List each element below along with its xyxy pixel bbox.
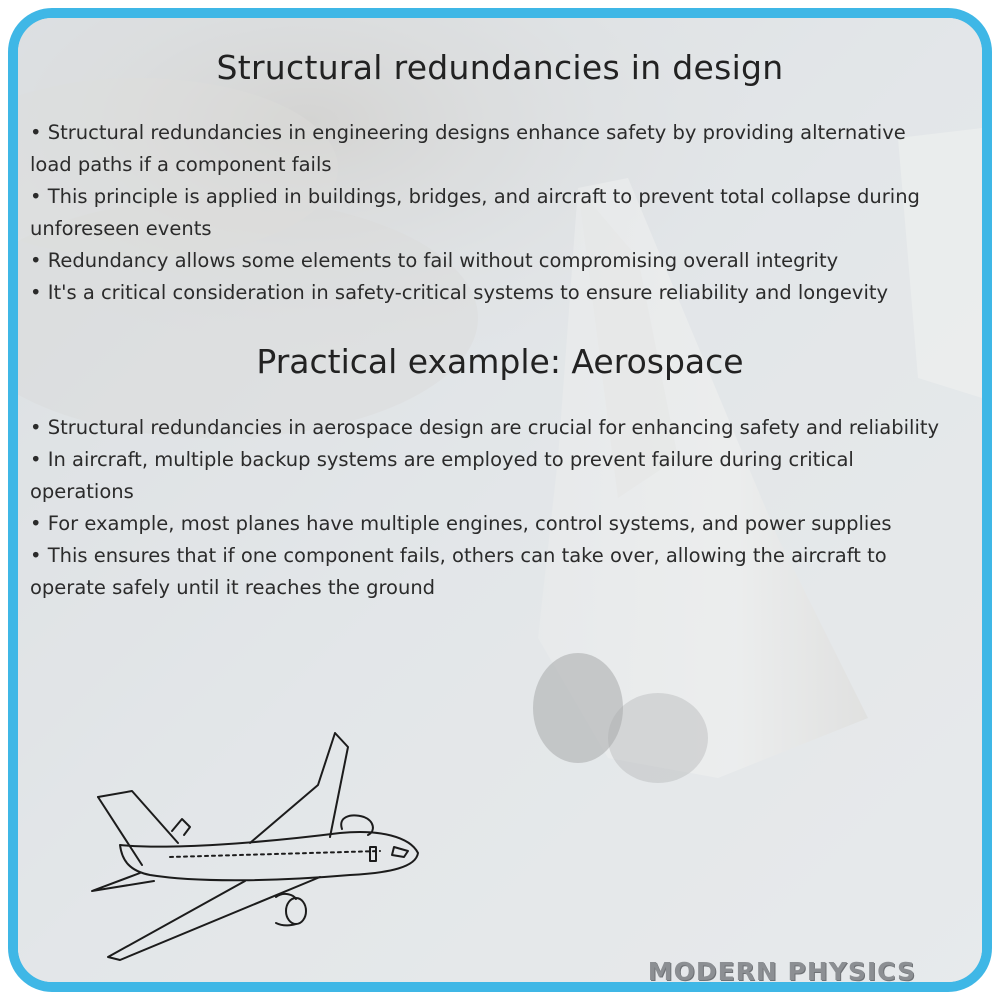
list-item: • It's a critical consideration in safety-critical systems to ensure reliability and longevity [30,281,889,304]
page-title: Structural redundancies in design [216,48,784,87]
section2-heading: Practical example: Aerospace [256,342,744,381]
list-item: • Redundancy allows some elements to fail without compromising overall integrity [30,249,839,272]
list-item: • Structural redundancies in aerospace design are crucial for enhancing safety and reliability [30,416,940,439]
list-item: • For example, most planes have multiple engines, control systems, and power supplies [30,512,892,535]
list-item: • This principle is applied in buildings, bridges, and aircraft to prevent total collapse during unforeseen events [30,185,920,240]
list-item: • This ensures that if one component fails, others can take over, allowing the aircraft to operate safely until it reaches the ground [30,544,887,599]
airplane-sketch-icon [80,725,420,965]
list-item: • Structural redundancies in engineering designs enhance safety by providing alternative load paths if a component fails [30,121,906,176]
list-item: • In aircraft, multiple backup systems are employed to prevent failure during critical operations [30,448,854,503]
section2-bullet-list [30,412,950,604]
section1-bullet-list [30,117,950,309]
brand-logo: MODERN PHYSICS [647,957,916,986]
